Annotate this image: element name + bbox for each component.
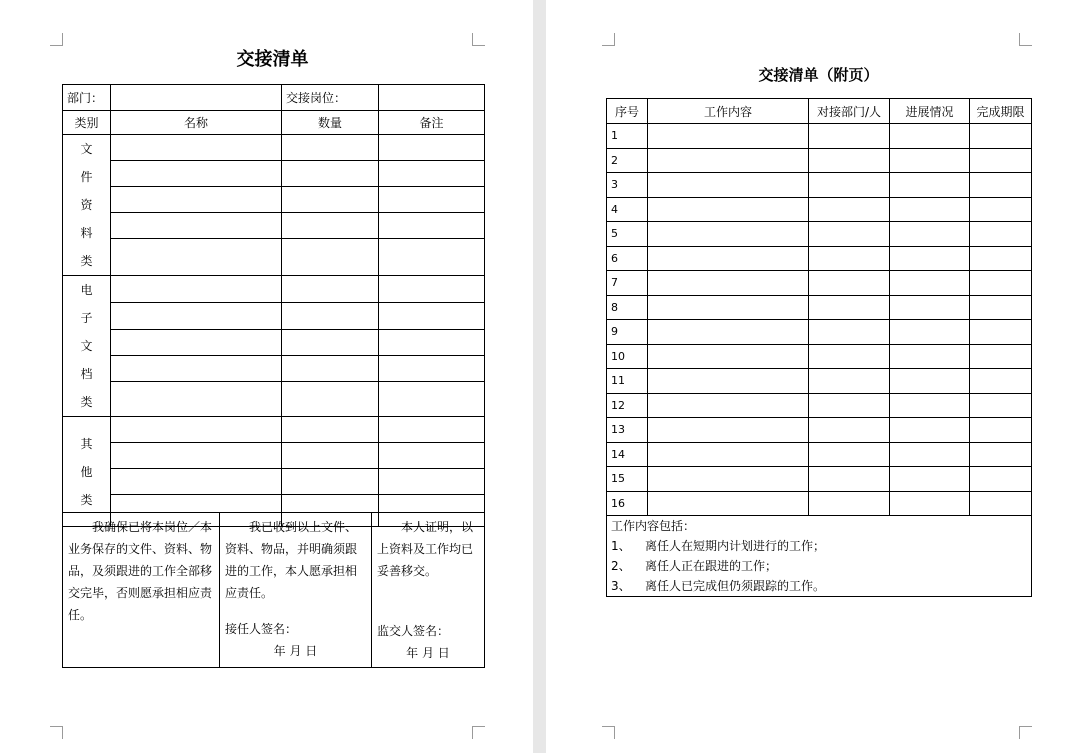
post-field[interactable] <box>379 85 485 111</box>
dept-cell[interactable] <box>809 393 890 418</box>
col-header-name: 名称 <box>111 111 282 135</box>
item-remark-cell[interactable] <box>379 135 485 161</box>
appendix-row <box>607 369 1032 394</box>
item-remark-cell[interactable] <box>379 382 485 417</box>
item-name-cell[interactable] <box>111 469 282 495</box>
row-number: 3 <box>607 173 648 198</box>
row-number: 6 <box>607 246 648 271</box>
note-item: 1、 离任人在短期内计划进行的工作； <box>611 539 826 553</box>
dept-cell[interactable] <box>809 197 890 222</box>
margin-corner-mark <box>1019 726 1032 739</box>
supervisor-sign-label: 监交人签名： <box>377 624 450 638</box>
dept-field[interactable] <box>111 85 282 111</box>
progress-cell[interactable] <box>890 148 970 173</box>
category-electronic-files: 电 子 文 档 类 <box>63 276 111 417</box>
work-content-cell[interactable] <box>648 148 809 173</box>
appendix-title: 交接清单（附页） <box>758 66 879 84</box>
progress-cell[interactable] <box>890 442 970 467</box>
deadline-cell[interactable] <box>970 320 1032 345</box>
row-number: 5 <box>607 222 648 247</box>
dept-cell[interactable] <box>809 320 890 345</box>
deadline-cell[interactable] <box>970 173 1032 198</box>
work-content-cell[interactable] <box>648 124 809 149</box>
progress-cell[interactable] <box>890 295 970 320</box>
col-header-progress: 进展情况 <box>890 99 970 124</box>
dept-cell[interactable] <box>809 467 890 492</box>
appendix-row <box>607 124 1032 149</box>
dept-cell[interactable] <box>809 442 890 467</box>
item-remark-cell[interactable] <box>379 239 485 276</box>
progress-cell[interactable] <box>890 124 970 149</box>
dept-cell[interactable] <box>809 222 890 247</box>
item-name-cell[interactable] <box>111 329 282 355</box>
row-number: 1 <box>607 124 648 149</box>
item-quantity-cell[interactable] <box>282 239 379 276</box>
deadline-cell[interactable] <box>970 344 1032 369</box>
col-header-no: 序号 <box>607 99 648 124</box>
work-content-cell[interactable] <box>648 369 809 394</box>
item-remark-cell[interactable] <box>379 187 485 213</box>
appendix-row <box>607 320 1032 345</box>
item-quantity-cell[interactable] <box>282 135 379 161</box>
work-content-cell[interactable] <box>648 418 809 443</box>
work-content-cell[interactable] <box>648 295 809 320</box>
deadline-cell[interactable] <box>970 295 1032 320</box>
note-item: 3、 离任人已完成但仍须跟踪的工作。 <box>611 579 826 593</box>
work-content-cell[interactable] <box>648 173 809 198</box>
deadline-cell[interactable] <box>970 467 1032 492</box>
work-content-cell[interactable] <box>648 467 809 492</box>
progress-cell[interactable] <box>890 173 970 198</box>
receiver-block[interactable] <box>220 513 372 668</box>
appendix-row <box>607 393 1032 418</box>
col-header-dept: 对接部门/人 <box>809 99 890 124</box>
deadline-cell[interactable] <box>970 393 1032 418</box>
dept-cell[interactable] <box>809 246 890 271</box>
row-number: 12 <box>607 393 648 418</box>
col-header-category: 类别 <box>63 111 111 135</box>
deadline-cell[interactable] <box>970 197 1032 222</box>
dept-cell[interactable] <box>809 344 890 369</box>
post-label: 交接岗位： <box>282 85 379 111</box>
deadline-cell[interactable] <box>970 369 1032 394</box>
margin-corner-mark <box>472 726 485 739</box>
item-remark-cell[interactable] <box>379 303 485 329</box>
row-number: 7 <box>607 271 648 296</box>
row-number: 2 <box>607 148 648 173</box>
deadline-cell[interactable] <box>970 148 1032 173</box>
item-name-cell[interactable] <box>111 239 282 276</box>
item-quantity-cell[interactable] <box>282 469 379 495</box>
dept-cell[interactable] <box>809 491 890 516</box>
item-name-cell[interactable] <box>111 417 282 443</box>
row-number: 10 <box>607 344 648 369</box>
item-remark-cell[interactable] <box>379 276 485 303</box>
item-remark-cell[interactable] <box>379 213 485 239</box>
margin-corner-mark <box>50 726 63 739</box>
receiver-date: 年 月 日 <box>273 644 318 658</box>
deadline-cell[interactable] <box>970 124 1032 149</box>
work-content-cell[interactable] <box>648 246 809 271</box>
item-name-cell[interactable] <box>111 276 282 303</box>
notes-cell <box>607 516 1032 597</box>
item-quantity-cell[interactable] <box>282 161 379 187</box>
margin-corner-mark <box>1019 33 1032 46</box>
appendix-table <box>606 98 1032 597</box>
appendix-row <box>607 295 1032 320</box>
appendix-row <box>607 197 1032 222</box>
receiver-sign-label: 接任人签名： <box>225 622 298 636</box>
item-remark-cell[interactable] <box>379 417 485 443</box>
col-header-quantity: 数量 <box>282 111 379 135</box>
col-header-remark: 备注 <box>379 111 485 135</box>
item-name-cell[interactable] <box>111 135 282 161</box>
appendix-row <box>607 467 1032 492</box>
appendix-rows <box>607 124 1032 516</box>
item-quantity-cell[interactable] <box>282 355 379 381</box>
work-content-cell[interactable] <box>648 271 809 296</box>
row-number: 13 <box>607 418 648 443</box>
dept-cell[interactable] <box>809 295 890 320</box>
appendix-row <box>607 344 1032 369</box>
deadline-cell[interactable] <box>970 491 1032 516</box>
appendix-row <box>607 418 1032 443</box>
col-header-deadline: 完成期限 <box>970 99 1032 124</box>
handover-form-table <box>62 84 485 527</box>
appendix-row <box>607 271 1032 296</box>
row-number: 14 <box>607 442 648 467</box>
progress-cell[interactable] <box>890 369 970 394</box>
col-header-content: 工作内容 <box>648 99 809 124</box>
dept-cell[interactable] <box>809 369 890 394</box>
page-title: 交接清单 <box>236 49 309 70</box>
progress-cell[interactable] <box>890 393 970 418</box>
work-content-cell[interactable] <box>648 491 809 516</box>
work-content-cell[interactable] <box>648 344 809 369</box>
appendix-row <box>607 246 1032 271</box>
row-number: 4 <box>607 197 648 222</box>
item-name-cell[interactable] <box>111 303 282 329</box>
row-number: 9 <box>607 320 648 345</box>
item-name-cell[interactable] <box>111 187 282 213</box>
margin-corner-mark <box>602 33 615 46</box>
category-other: 其 他 类 <box>63 417 111 527</box>
row-number: 16 <box>607 491 648 516</box>
notes-heading: 工作内容包括： <box>611 519 696 533</box>
item-name-cell[interactable] <box>111 355 282 381</box>
item-quantity-cell[interactable] <box>282 329 379 355</box>
row-number: 15 <box>607 467 648 492</box>
deadline-cell[interactable] <box>970 246 1032 271</box>
work-content-cell[interactable] <box>648 320 809 345</box>
work-content-cell[interactable] <box>648 222 809 247</box>
item-quantity-cell[interactable] <box>282 417 379 443</box>
dept-cell[interactable] <box>809 271 890 296</box>
progress-cell[interactable] <box>890 197 970 222</box>
supervisor-date: 年 月 日 <box>406 646 450 660</box>
item-name-cell[interactable] <box>111 382 282 417</box>
dept-label: 部门： <box>63 85 111 111</box>
receiver-statement: 我已收到以上文件、资料、物品，并明确须跟进的工作，本人愿承担相应责任。 <box>225 520 358 600</box>
deadline-cell[interactable] <box>970 442 1032 467</box>
item-quantity-cell[interactable] <box>282 382 379 417</box>
dept-cell[interactable] <box>809 124 890 149</box>
appendix-row <box>607 442 1032 467</box>
deadline-cell[interactable] <box>970 222 1032 247</box>
item-name-cell[interactable] <box>111 213 282 239</box>
deadline-cell[interactable] <box>970 271 1032 296</box>
signature-table <box>62 512 485 668</box>
item-remark-cell[interactable] <box>379 161 485 187</box>
supervisor-block[interactable] <box>372 513 485 668</box>
category-documents: 文 件 资 料 类 <box>63 135 111 276</box>
appendix-row <box>607 491 1032 516</box>
item-name-cell[interactable] <box>111 161 282 187</box>
supervisor-statement: 本人证明，以上资料及工作均已妥善移交。 <box>377 520 474 578</box>
deadline-cell[interactable] <box>970 418 1032 443</box>
margin-corner-mark <box>602 726 615 739</box>
progress-cell[interactable] <box>890 418 970 443</box>
row-number: 11 <box>607 369 648 394</box>
appendix-row <box>607 222 1032 247</box>
row-number: 8 <box>607 295 648 320</box>
item-quantity-cell[interactable] <box>282 213 379 239</box>
work-content-cell[interactable] <box>648 393 809 418</box>
item-quantity-cell[interactable] <box>282 276 379 303</box>
item-remark-cell[interactable] <box>379 443 485 469</box>
progress-cell[interactable] <box>890 344 970 369</box>
handover-statement: 我确保已将本岗位／本业务保存的文件、资料、物品，及须跟进的工作全部移交完毕，否则愿承担相应责任。 <box>63 513 220 668</box>
item-quantity-cell[interactable] <box>282 187 379 213</box>
progress-cell[interactable] <box>890 320 970 345</box>
progress-cell[interactable] <box>890 246 970 271</box>
item-remark-cell[interactable] <box>379 469 485 495</box>
progress-cell[interactable] <box>890 467 970 492</box>
item-remark-cell[interactable] <box>379 355 485 381</box>
progress-cell[interactable] <box>890 271 970 296</box>
item-quantity-cell[interactable] <box>282 443 379 469</box>
appendix-row <box>607 148 1032 173</box>
appendix-row <box>607 173 1032 198</box>
dept-cell[interactable] <box>809 173 890 198</box>
work-content-cell[interactable] <box>648 197 809 222</box>
dept-cell[interactable] <box>809 418 890 443</box>
progress-cell[interactable] <box>890 491 970 516</box>
item-remark-cell[interactable] <box>379 329 485 355</box>
item-quantity-cell[interactable] <box>282 303 379 329</box>
work-content-cell[interactable] <box>648 442 809 467</box>
progress-cell[interactable] <box>890 222 970 247</box>
item-name-cell[interactable] <box>111 443 282 469</box>
dept-cell[interactable] <box>809 148 890 173</box>
note-item: 2、 离任人正在跟进的工作； <box>611 559 778 573</box>
